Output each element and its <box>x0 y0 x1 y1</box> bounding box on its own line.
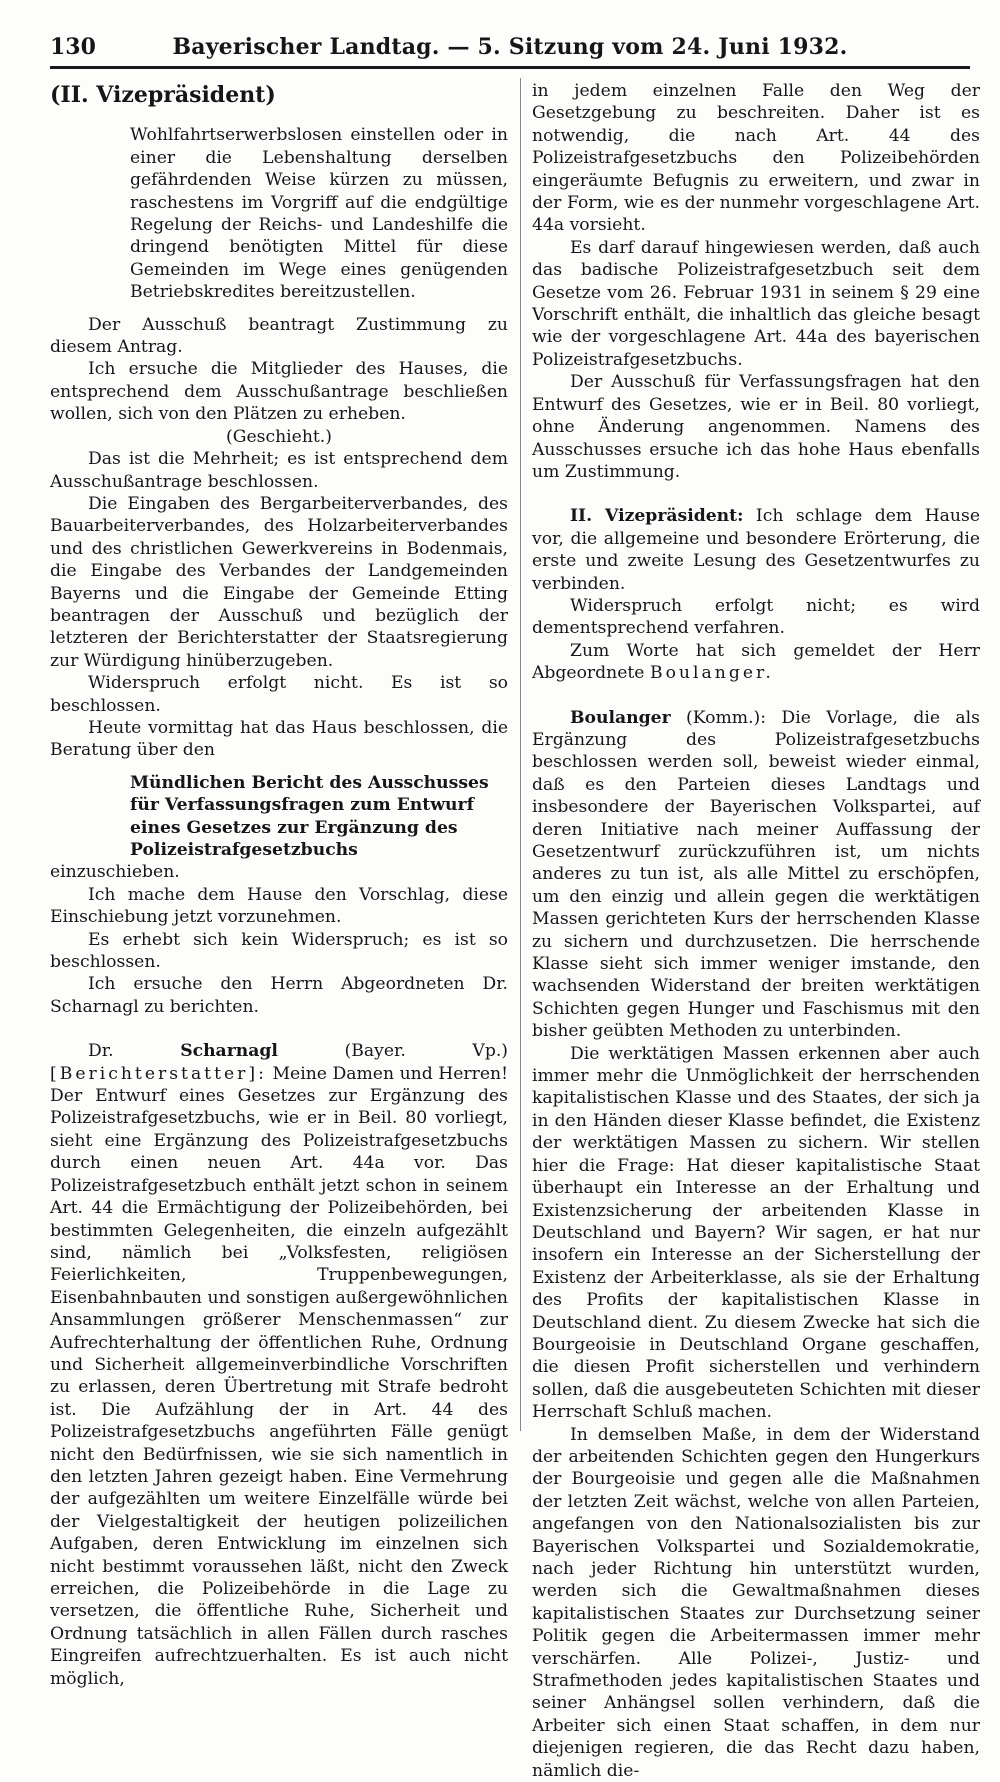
paragraph: Die Eingaben des Bergarbeiterverbandes, des Bauarbeiterverbandes, des Holzarbeiterverbandes und des christlichen Gewerkvereins in Bodenmais, die Eingabe des Verbandes der Landgemeinden Bayerns und die Eingabe der Gemeinde Etting beantragen der Ausschuß und bezüglich der letzteren der Berichterstatter der Staatsregierung zur Würdigung hinüberzugeben. <box>50 493 508 671</box>
paragraph: Widerspruch erfolgt nicht. Es ist so beschlossen. <box>50 673 508 716</box>
speech-paragraph <box>532 707 980 1043</box>
speech-text: Meine Damen und Herren! Der Entwurf eines Gesetzes zur Ergänzung des Polizeistrafgesetzbuchs, wie er in Beil. 80 vorliegt, sieht eine Ergänzung des Polizeistrafgesetzbuchs durch einen neuen Art. 44a vor. Das Polizeistrafgesetzbuch enthält jetzt schon in seinem Art. 44 die Ermächtigung der Polizeibehörden, bei bestimmten Gelegenheiten, die einzeln aufgezählt sind, nämlich bei „Volksfesten, religiösen Feierlichkeiten, Truppenbewegungen, Eisenbahnbauten und sonstigen außergewöhnlichen Ansammlungen größerer Menschenmassen“ zur Aufrechterhaltung der öffentlichen Ruhe, Ordnung und Sicherheit allgemeinverbindliche Vorschriften zu erlassen, deren Übertretung mit Strafe bedroht ist. Die Aufzählung der in Art. 44 des Polizeistrafgesetzbuchs angeführten Fälle genügt nicht den Bedürfnissen, wie sie sich namentlich in den letzten Jahren gezeigt haben. Eine Vermehrung der aufgezählten um weitere Einzelfälle würde bei der Vielgestaltigkeit der heutigen polizeilichen Aufgaben, deren Entwicklung im einzelnen sich nicht bestimmt voraussehen läßt, nicht den Zweck erreichen, die Polizeibehörde in die Lage zu versetzen, die öffentliche Ruhe, Sicherheit und Ordnung tatsächlich in allen Fällen durch rasches Eingreifen aufrechtzuerhalten. Es ist auch nicht möglich, <box>50 1063 508 1689</box>
column-divider <box>520 78 521 1431</box>
speaker-name: Boulanger <box>570 707 671 728</box>
speech-text: Ich schlage dem Hause vor, die allgemeine und besondere Erörterung, die erste und zweite Lesung des Gesetzentwurfes zu verbinden. <box>532 506 980 594</box>
speaker-name: Scharnagl <box>180 1041 278 1062</box>
side-label: (II. Vizepräsident) <box>50 82 276 108</box>
paragraph: Der Ausschuß für Verfassungsfragen hat den Entwurf des Gesetzes, wie er in Beil. 80 vorliegt, ohne Änderung angenommen. Namens des Ausschusses ersuche ich das hohe Haus ebenfalls um Zustimmung. <box>532 372 980 482</box>
running-head: Bayerischer Landtag. — 5. Sitzung vom 24. Juni 1932. <box>172 34 848 60</box>
paragraph: Die werktätigen Massen erkennen aber auch immer mehr die Unmöglichkeit der herrschenden kapitalistischen Klasse und des Staates, der sich ja in den Händen dieser Klasse befindet, die Existenz der werktätigen Massen zu sichern. Wir stellen hier die Frage: Hat dieser kapitalistische Staat überhaupt ein Interesse an der Erhaltung und Existenzsicherung der arbeitenden Klasse in Deutschland und Bayern? Wir sagen, er hat nur insofern ein Interesse an der Sicherstellung der Existenz der Arbeiterklasse, als sie der Erhaltung des Profits der kapitalistischen Klasse in Deutschland dient. Zu diesem Zwecke hat sich die Bourgeoisie in Deutschland Organe geschaffen, die diesen Profit sicherstellen und verhindern sollen, daß die ausgebeuteten Schichten mit dieser Herrschaft Schluß machen. <box>532 1043 980 1423</box>
speech-paragraph <box>50 1040 508 1690</box>
paragraph: Ich mache dem Hause den Vorschlag, diese Einschiebung jetzt vorzunehmen. <box>50 884 508 928</box>
left-column <box>50 78 508 1690</box>
speech-paragraph <box>532 505 980 595</box>
vice-president-label: II. Vizepräsident: <box>570 506 744 527</box>
paragraph: Ich ersuche die Mitglieder des Hauses, die entsprechend dem Ausschußantrage beschließen wollen, sich von den Plätzen zu erheben. <box>50 359 508 425</box>
page-header <box>50 30 970 69</box>
paragraph: in jedem einzelnen Falle den Weg der Gesetzgebung zu beschreiten. Daher ist es notwendig, die nach Art. 44 des Polizeistrafgesetzbuchs den Polizeibehörden eingeräumte Befugnis zu erweitern, und zwar in der Form, wie es der nunmehr vorgeschlagene Art. 44a vorsieht. <box>532 81 980 236</box>
speaker-party: (Bayer. Vp.) <box>344 1041 508 1062</box>
speaker-party: (Komm.): <box>686 707 767 728</box>
paragraph <box>532 640 980 685</box>
agenda-heading: Mündlichen Bericht des Ausschusses für Verfassungsfragen zum Entwurf eines Gesetzes zur Ergänzung des Polizeistrafgesetzbuchs <box>130 772 489 860</box>
speaker-title: Dr. <box>88 1041 114 1062</box>
paragraph: Ich ersuche den Herrn Abgeordneten Dr. Scharnagl zu berichten. <box>50 974 508 1017</box>
page-number: 130 <box>50 34 96 60</box>
speaker-mention: Boulanger. <box>649 663 774 684</box>
paragraph: Der Ausschuß beantragt Zustimmung zu diesem Antrag. <box>50 314 508 358</box>
paragraph-text: Zum Worte hat sich gemeldet der Herr Abgeordnete <box>532 640 980 684</box>
stage-direction: (Geschieht.) <box>226 426 332 447</box>
paragraph: Widerspruch erfolgt nicht; es wird dementsprechend verfahren. <box>532 595 980 639</box>
right-column <box>532 80 980 1782</box>
speaker-role: [Berichterstatter]: <box>50 1063 267 1084</box>
paragraph: Heute vormittag hat das Haus beschlossen, die Beratung über den <box>50 717 508 761</box>
paragraph: In demselben Maße, in dem der Widerstand der arbeitenden Schichten gegen den Hungerkurs der Bourgeoisie und gegen alle die Maßnahmen der letzten Zeit wächst, welche von allen Parteien, angefangen von den Nationalsozialisten bis zur Bayerischen Volkspartei und Sozialdemokratie, nach jeder Richtung hin unterstützt wurden, werden sich die Gewaltmaßnahmen dieses kapitalistischen Staates zur Durchsetzung seiner Politik gegen die Arbeitermassen immer mehr verschärfen. Alle Polizei-, Justiz- und Strafmethoden jedes kapitalistischen Staates und seiner Anhängsel sollen verhindern, daß die Arbeiter sich einen Staat schaffen, in dem nur diejenigen regieren, die das Recht dazu haben, nämlich die- <box>532 1424 980 1781</box>
paragraph: Es darf darauf hingewiesen werden, daß auch das badische Polizeistrafgesetzbuch seit dem Gesetze vom 26. Februar 1931 in seinem § 29 eine Vorschrift enthält, die inhaltlich das gleiche besagt wie der vorgeschlagene Art. 44a des bayerischen Polizeistrafgesetzbuchs. <box>532 237 980 370</box>
paragraph: Das ist die Mehrheit; es ist entsprechend dem Ausschußantrage beschlossen. <box>50 449 508 492</box>
paragraph: einzuschieben. <box>50 862 180 883</box>
speech-text: Die Vorlage, die als Ergänzung des Polizeistrafgesetzbuchs beschlossen werden soll, beweist wieder einmal, daß es den Parteien dieses Landtags und insbesondere der Bayerischen Volkspartei, auf deren Initiative nach meiner Auffassung der Gesetzentwurf zurückzuführen ist, um nichts anderes zu tun ist, als alle Mittel zu erschöpfen, um den einzig und allein gegen die werktätigen Massen gerichteten Kurs der herrschenden Klasse zu sichern und durchzusetzen. Die herrschende Klasse sieht sich immer weniger imstande, den wachsenden Widerstand der breiten werktätigen Schichten gegen Hunger und Faschismus mit den bisher geübten Methoden zu unterbinden. <box>532 707 980 1042</box>
paragraph: Es erhebt sich kein Widerspruch; es ist so beschlossen. <box>50 929 508 973</box>
paragraph: Wohlfahrtserwerbslosen einstellen oder in einer die Lebenshaltung derselben gefährdenden Weise kürzen zu müssen, raschestens im Vorgriff auf die endgültige Regelung der Reichs- und Landeshilfe die dringend benötigten Mittel für diese Gemeinden im Wege eines genügenden Betriebskredites bereitzustellen. <box>130 125 508 303</box>
